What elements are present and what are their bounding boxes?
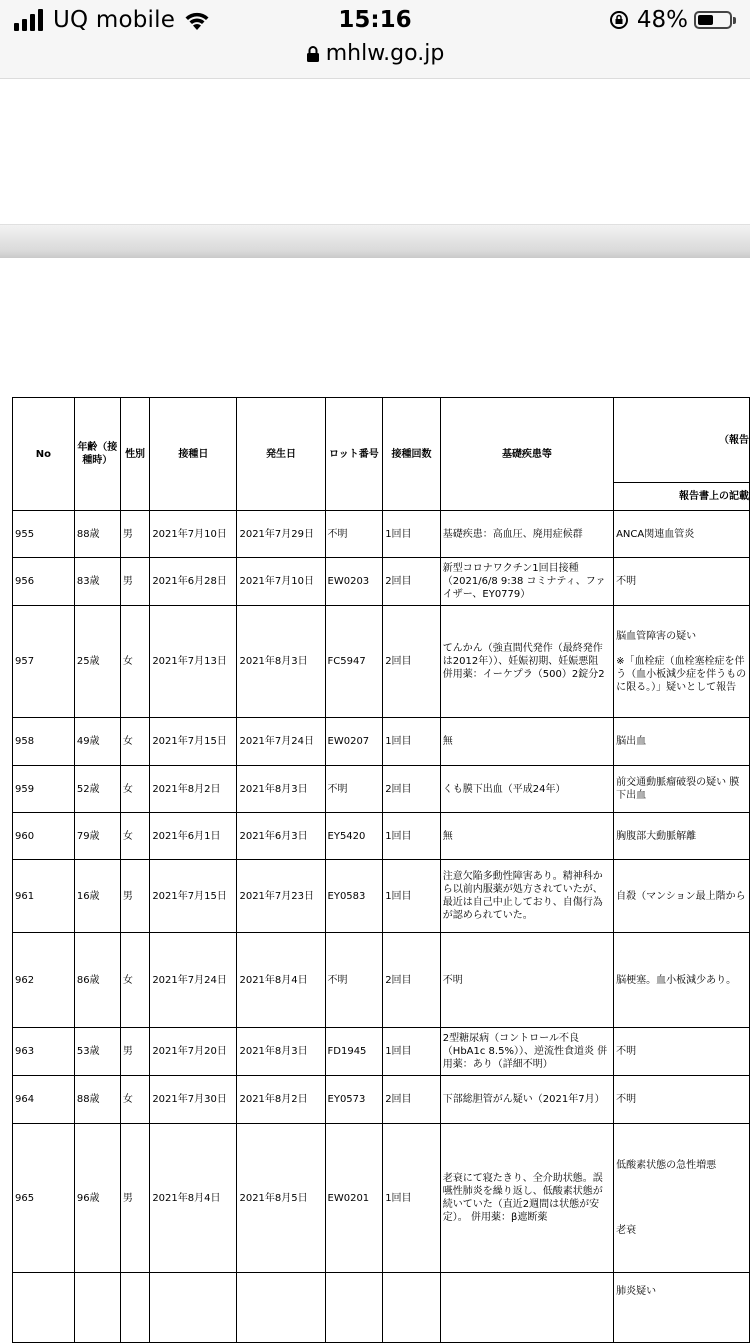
cell-dose: 2回目 [383, 558, 441, 606]
cell-no: 962 [13, 933, 75, 1028]
cell-dose: 1回目 [383, 718, 441, 766]
cell-onset-date: 2021年8月3日 [237, 766, 325, 813]
battery-icon [694, 11, 732, 29]
cell-age: 96歳 [74, 1124, 120, 1273]
cell-no: 958 [13, 718, 75, 766]
padlock-icon [306, 45, 320, 63]
cell-dose: 1回目 [383, 1028, 441, 1076]
cell-report: 不明 [614, 1076, 750, 1124]
cell-report: 肺炎疑い [614, 1273, 750, 1343]
battery-tip [733, 17, 736, 24]
cell-lot: FC5947 [325, 606, 383, 718]
header-report: （報告 [614, 398, 750, 483]
cell-vaccination-date: 2021年7月15日 [150, 718, 237, 766]
cell-lot: 不明 [325, 511, 383, 558]
cell-dose: 1回目 [383, 1124, 441, 1273]
table-row [13, 766, 750, 813]
cell-condition: 基礎疾患：高血圧、廃用症候群 [440, 511, 613, 558]
url-text: mhlw.go.jp [325, 41, 445, 66]
cell-no: 957 [13, 606, 75, 718]
cell-vaccination-date: 2021年7月13日 [150, 606, 237, 718]
cell-sex: 女 [120, 766, 150, 813]
cell-onset-date [237, 1273, 325, 1343]
cell-age: 88歳 [74, 511, 120, 558]
cell-sex: 女 [120, 813, 150, 860]
cell-dose: 2回目 [383, 766, 441, 813]
cell-report [614, 1124, 750, 1273]
header-underlying-conditions: 基礎疾患等 [440, 398, 613, 511]
cell-onset-date: 2021年7月24日 [237, 718, 325, 766]
cell-onset-date: 2021年6月3日 [237, 813, 325, 860]
cell-vaccination-date: 2021年8月2日 [150, 766, 237, 813]
cell-condition: 注意欠陥多動性障害あり。精神科から以前内服薬が処方されていたが、最近は自己中止しており、自傷行為が認められていた。 [440, 860, 613, 933]
header-dose-number: 接種回数 [383, 398, 441, 511]
cell-dose: 1回目 [383, 860, 441, 933]
cell-vaccination-date: 2021年6月1日 [150, 813, 237, 860]
status-right [609, 7, 736, 33]
header-report-description: 報告書上の記載 [614, 483, 750, 511]
header-onset-date: 発生日 [237, 398, 325, 511]
cell-lot: 不明 [325, 933, 383, 1028]
cell-condition: 不明 [440, 933, 613, 1028]
cell-onset-date: 2021年8月3日 [237, 1028, 325, 1076]
cell-age: 88歳 [74, 1076, 120, 1124]
rotation-lock-icon [609, 10, 629, 30]
table-row [13, 860, 750, 933]
cell-condition: 無 [440, 718, 613, 766]
cell-onset-date: 2021年8月4日 [237, 933, 325, 1028]
cell-dose: 2回目 [383, 606, 441, 718]
cell-lot: EW0203 [325, 558, 383, 606]
cell-age: 79歳 [74, 813, 120, 860]
cell-report: 自殺（マンション最上階から [614, 860, 750, 933]
cell-no: 965 [13, 1124, 75, 1273]
cell-condition: 新型コロナワクチン1回目接種（2021/6/8 9:38 コミナティ、ファイザー、EY0779） [440, 558, 613, 606]
cell-sex: 女 [120, 1076, 150, 1124]
cell-onset-date: 2021年7月23日 [237, 860, 325, 933]
table-row [13, 511, 750, 558]
cell-dose: 2回目 [383, 1076, 441, 1124]
cell-sex [120, 1273, 150, 1343]
cell-no: 959 [13, 766, 75, 813]
page-separator [0, 224, 750, 258]
cell-lot: EY0583 [325, 860, 383, 933]
cell-no: 955 [13, 511, 75, 558]
cell-condition: くも膜下出血（平成24年） [440, 766, 613, 813]
report-text: 脳血管障害の疑い [616, 630, 697, 642]
cell-no [13, 1273, 75, 1343]
table-row [13, 1028, 750, 1076]
cell-lot: 不明 [325, 766, 383, 813]
address-bar[interactable] [0, 41, 750, 66]
table-row [13, 558, 750, 606]
table-row [13, 1273, 750, 1343]
cell-onset-date: 2021年8月3日 [237, 606, 325, 718]
clock: 15:16 [338, 7, 412, 33]
cell-vaccination-date: 2021年7月24日 [150, 933, 237, 1028]
cell-report [614, 606, 750, 718]
cell-sex: 男 [120, 511, 150, 558]
cell-no: 961 [13, 860, 75, 933]
cell-vaccination-date: 2021年7月30日 [150, 1076, 237, 1124]
cell-report: ANCA関連血管炎 [614, 511, 750, 558]
cell-sex: 女 [120, 718, 150, 766]
cell-condition: 下部総胆管がん疑い（2021年7月） [440, 1076, 613, 1124]
report-note: 老衰 [616, 1225, 637, 1236]
table-row [13, 1124, 750, 1273]
cell-lot: EW0207 [325, 718, 383, 766]
cell-vaccination-date: 2021年7月20日 [150, 1028, 237, 1076]
table-row [13, 606, 750, 718]
cell-sex: 男 [120, 558, 150, 606]
cell-lot: EY0573 [325, 1076, 383, 1124]
cell-age [74, 1273, 120, 1343]
cell-report: 脳梗塞。血小板減少あり。 [614, 933, 750, 1028]
cell-condition: 無 [440, 813, 613, 860]
cell-condition [440, 1273, 613, 1343]
cell-no: 963 [13, 1028, 75, 1076]
report-text: 低酸素状態の急性増悪 [616, 1160, 717, 1171]
cell-dose: 2回目 [383, 933, 441, 1028]
cell-age: 52歳 [74, 766, 120, 813]
cell-lot: FD1945 [325, 1028, 383, 1076]
header-lot-number: ロット番号 [325, 398, 383, 511]
table-row [13, 813, 750, 860]
cell-vaccination-date [150, 1273, 237, 1343]
cell-report: 前交通動脈瘤破裂の疑い 膜下出血 [614, 766, 750, 813]
header-row [13, 398, 750, 483]
cell-vaccination-date: 2021年7月10日 [150, 511, 237, 558]
cell-condition: てんかん（強直間代発作（最終発作は2012年））、妊娠初期、妊娠悪阻 併用薬：イーケプラ（500）2錠分2 [440, 606, 613, 718]
cell-age: 83歳 [74, 558, 120, 606]
cell-age: 49歳 [74, 718, 120, 766]
carrier-name: UQ mobile [53, 7, 176, 33]
battery-percent: 48% [636, 7, 688, 33]
cell-age: 25歳 [74, 606, 120, 718]
cell-onset-date: 2021年8月2日 [237, 1076, 325, 1124]
cell-report: 不明 [614, 1028, 750, 1076]
cell-lot [325, 1273, 383, 1343]
cell-age: 86歳 [74, 933, 120, 1028]
adverse-event-table [12, 397, 750, 1343]
header-vaccination-date: 接種日 [150, 398, 237, 511]
cell-age: 53歳 [74, 1028, 120, 1076]
cell-lot: EY5420 [325, 813, 383, 860]
cell-sex: 男 [120, 860, 150, 933]
cell-onset-date: 2021年7月10日 [237, 558, 325, 606]
cell-condition: 老衰にて寝たきり、全介助状態。誤嚥性肺炎を繰り返し、低酸素状態が続いていた（直近2週間は状態が安定）。 併用薬：β遮断薬 [440, 1124, 613, 1273]
cell-dose [383, 1273, 441, 1343]
cell-onset-date: 2021年7月29日 [237, 511, 325, 558]
cell-lot: EW0201 [325, 1124, 383, 1273]
cell-sex: 女 [120, 606, 150, 718]
header-sex: 性別 [120, 398, 150, 511]
table-row [13, 1076, 750, 1124]
table-row [13, 933, 750, 1028]
cell-condition: 2型糖尿病（コントロール不良（HbA1c 8.5%））、逆流性食道炎 併用薬：あり（詳細不明） [440, 1028, 613, 1076]
report-note: ※「血栓症（血栓塞栓症を伴う（血小板減少症を伴うものに限る。）」疑いとして報告 [616, 655, 747, 693]
table-row [13, 718, 750, 766]
cell-vaccination-date: 2021年8月4日 [150, 1124, 237, 1273]
cell-dose: 1回目 [383, 813, 441, 860]
cell-no: 964 [13, 1076, 75, 1124]
header-no: No [13, 398, 75, 511]
cell-dose: 1回目 [383, 511, 441, 558]
cell-sex: 男 [120, 1124, 150, 1273]
cell-sex: 男 [120, 1028, 150, 1076]
cell-no: 956 [13, 558, 75, 606]
cell-vaccination-date: 2021年7月15日 [150, 860, 237, 933]
cell-onset-date: 2021年8月5日 [237, 1124, 325, 1273]
cell-vaccination-date: 2021年6月28日 [150, 558, 237, 606]
cell-age: 16歳 [74, 860, 120, 933]
cell-report: 脳出血 [614, 718, 750, 766]
header-age: 年齢（接種時） [74, 398, 120, 511]
cell-report: 不明 [614, 558, 750, 606]
cell-report: 胸腹部大動脈解離 [614, 813, 750, 860]
cell-sex: 女 [120, 933, 150, 1028]
status-bar [0, 0, 750, 79]
cell-no: 960 [13, 813, 75, 860]
